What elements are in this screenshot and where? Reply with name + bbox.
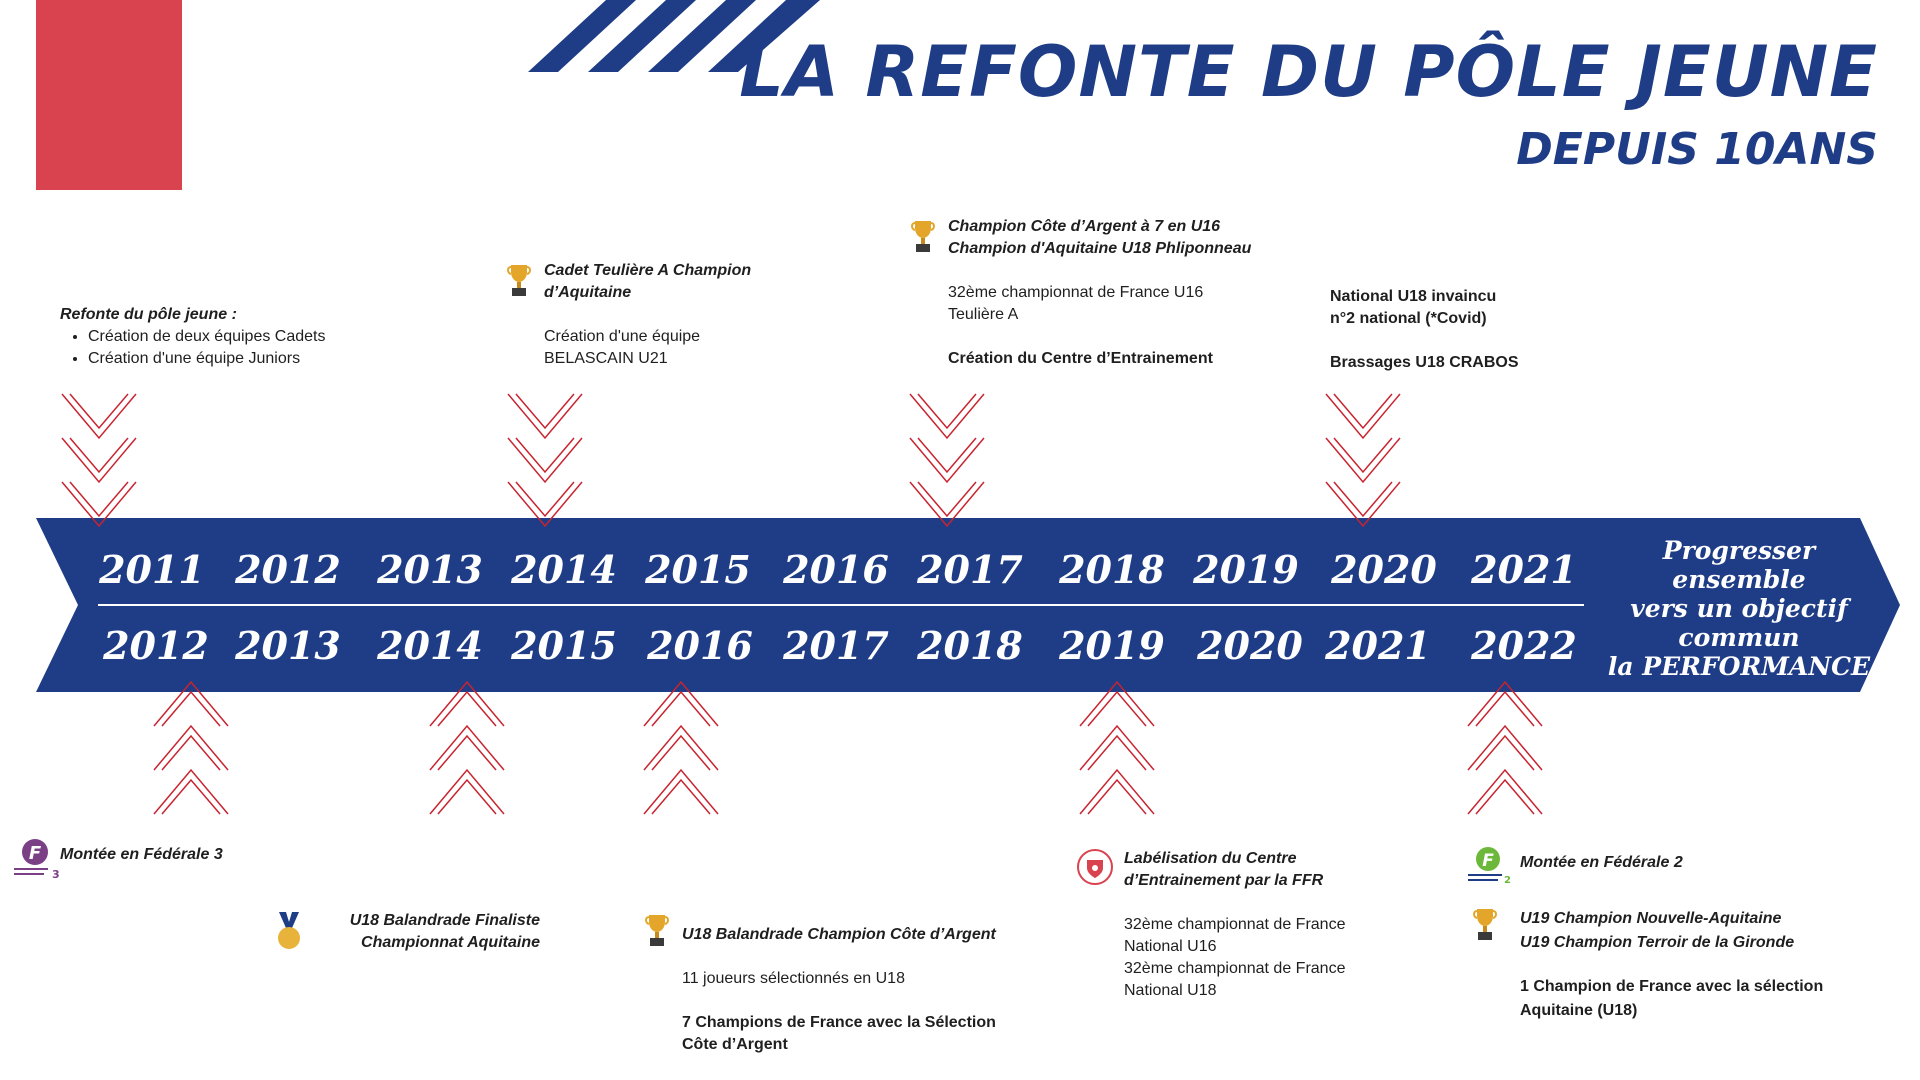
- event-heading: U18 Balandrade Finaliste: [349, 912, 540, 929]
- start-year: 2021: [1471, 547, 1577, 592]
- start-year: 2018: [1059, 547, 1165, 592]
- chevron-up-icon: [642, 674, 720, 816]
- start-year: 2015: [645, 547, 751, 592]
- event-bullet-list: [60, 326, 400, 370]
- svg-text:F: F: [1482, 851, 1494, 871]
- end-year: 2019: [1059, 623, 1165, 668]
- chevron-up-icon: [152, 674, 230, 816]
- event-2014-top: [544, 260, 804, 370]
- event-text: Teulière A: [948, 306, 1019, 323]
- event-text: 32ème championnat de France: [1124, 916, 1346, 933]
- chevron-up-icon: [1466, 674, 1544, 816]
- end-year: 2022: [1471, 623, 1577, 668]
- event-text: n°2 national (*Covid): [1330, 310, 1487, 327]
- event-heading: Champion d'Aquitaine U18 Phliponneau: [948, 240, 1252, 257]
- start-year: 2013: [377, 547, 483, 592]
- end-year: 2012: [103, 623, 209, 668]
- event-heading: Labélisation du Centre: [1124, 850, 1297, 867]
- timeline-slogan: [1594, 536, 1884, 681]
- event-text: Création d'une équipe: [544, 328, 701, 345]
- event-text: 32ème championnat de France: [1124, 960, 1346, 977]
- event-highlight: 7 Champions de France avec la Sélection: [682, 1014, 996, 1031]
- event-heading: d’Entrainement par la FFR: [1124, 872, 1324, 889]
- start-year: 2017: [917, 547, 1023, 592]
- chevron-down-icon: [1324, 392, 1402, 534]
- event-2017-top: [948, 216, 1308, 370]
- slogan-line: commun: [1678, 623, 1800, 652]
- event-text: 11 joueurs sélectionnés en U18: [682, 970, 905, 987]
- event-2021-bottom-details: [1520, 908, 1880, 1022]
- start-year: 2011: [99, 547, 205, 592]
- end-year: 2014: [377, 623, 483, 668]
- event-2011-bottom: [60, 844, 320, 866]
- ffr-label-icon: [1076, 848, 1114, 886]
- end-year: 2021: [1325, 623, 1431, 668]
- start-year: 2016: [783, 547, 889, 592]
- chevron-down-icon: [506, 392, 584, 534]
- event-2013-bottom: [308, 910, 540, 954]
- event-text: National U18 invaincu: [1330, 288, 1497, 305]
- event-text: National U16: [1124, 938, 1217, 955]
- event-heading: d’Aquitaine: [544, 284, 632, 301]
- event-heading: Championnat Aquitaine: [361, 934, 540, 951]
- start-year: 2019: [1193, 547, 1299, 592]
- federale-2-logo: [1466, 846, 1512, 884]
- event-heading: U19 Champion Nouvelle-Aquitaine: [1520, 910, 1782, 927]
- event-heading: U19 Champion Terroir de la Gironde: [1520, 934, 1795, 951]
- end-year: 2017: [783, 623, 889, 668]
- end-year: 2013: [235, 623, 341, 668]
- end-year: 2016: [647, 623, 753, 668]
- event-heading: Champion Côte d’Argent à 7 en U16: [948, 218, 1221, 235]
- list-item: • Création d'une équipe Juniors: [88, 348, 400, 370]
- event-text: 32ème championnat de France U16: [948, 284, 1204, 301]
- chevron-up-icon: [428, 674, 506, 816]
- page-title: LA REFONTE DU PÔLE JEUNE: [739, 31, 1878, 113]
- federale-3-logo: [12, 838, 58, 880]
- list-item: • Création de deux équipes Cadets: [88, 326, 400, 348]
- start-year: 2014: [511, 547, 617, 592]
- event-2011-top: [60, 304, 400, 370]
- event-2021-bottom: [1520, 852, 1820, 874]
- medal-icon: [276, 912, 302, 950]
- chevron-down-icon: [908, 392, 986, 534]
- event-highlight: Brassages U18 CRABOS: [1330, 354, 1519, 371]
- end-year: 2018: [917, 623, 1023, 668]
- trophy-icon: [1472, 906, 1498, 942]
- event-heading: Refonte du pôle jeune :: [60, 306, 237, 323]
- event-2020-top: [1330, 286, 1590, 374]
- event-2018-bottom: [1124, 848, 1384, 1002]
- event-heading: Cadet Teulière A Champion: [544, 262, 752, 279]
- svg-text:3: 3: [52, 868, 60, 881]
- event-2015-bottom: [682, 924, 1042, 1056]
- slogan-line: ensemble: [1672, 565, 1806, 594]
- event-text: BELASCAIN U21: [544, 350, 668, 367]
- trophy-icon: [506, 262, 532, 298]
- event-heading: Montée en Fédérale 2: [1520, 854, 1683, 871]
- page-subtitle: DEPUIS 10ANS: [1516, 124, 1878, 175]
- end-year: 2020: [1197, 623, 1303, 668]
- red-accent-block: [36, 0, 182, 190]
- start-year: 2012: [235, 547, 341, 592]
- event-highlight: Côte d’Argent: [682, 1036, 788, 1053]
- event-highlight: 1 Champion de France avec la sélection: [1520, 978, 1824, 995]
- event-text: National U18: [1124, 982, 1217, 999]
- trophy-icon: [910, 218, 936, 254]
- chevron-up-icon: [1078, 674, 1156, 816]
- slogan-line: vers un objectif: [1630, 594, 1848, 623]
- event-highlight: Création du Centre d’Entrainement: [948, 350, 1213, 367]
- svg-text:F: F: [28, 843, 42, 864]
- trophy-icon: [644, 912, 670, 948]
- slogan-line: la PERFORMANCE: [1607, 652, 1871, 681]
- event-highlight: Aquitaine (U18): [1520, 1002, 1638, 1019]
- chevron-down-icon: [60, 392, 138, 534]
- event-heading: Montée en Fédérale 3: [60, 846, 223, 863]
- svg-text:2: 2: [1504, 875, 1511, 886]
- event-heading: U18 Balandrade Champion Côte d’Argent: [682, 926, 996, 943]
- end-year: 2015: [511, 623, 617, 668]
- start-year: 2020: [1331, 547, 1437, 592]
- slogan-line: Progresser: [1662, 536, 1816, 565]
